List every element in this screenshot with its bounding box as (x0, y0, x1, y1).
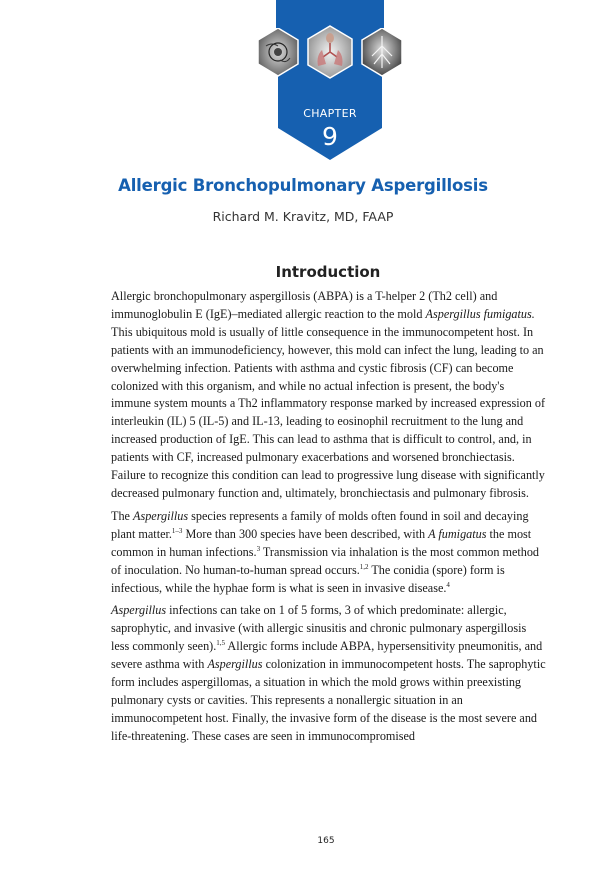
citation: 4 (446, 580, 450, 589)
italic-term: Aspergillus (207, 657, 263, 672)
text-run: colonization in immunocompetent hosts. The saprophytic form includes aspergillomas, a situation in which the mold grows within preexisting pulmonary cysts or cavities. This represents a nonallergic situation in an immunocompetent host. Finally, the invasive form of the disease is the most severe and life-threatening. These cases are seen in immunocompromised (111, 657, 546, 743)
chapter-label: CHAPTER (303, 107, 357, 120)
paragraph-1 (111, 288, 547, 503)
section-heading: Introduction (275, 263, 381, 281)
text-run: the most common in human infections. (111, 526, 532, 559)
text-run: The (111, 508, 133, 523)
page-number: 165 (317, 836, 335, 846)
text-run: The conidia (spore) form is infectious, while the hyphae form is what is seen in invasive disease. (111, 562, 505, 595)
text-run: species represents a family of molds often found in soil and decaying plant matter. (111, 508, 529, 541)
paragraph-2 (111, 508, 547, 598)
text-run: Allergic forms include ABPA, hypersensitivity pneumonitis, and severe asthma with (111, 639, 543, 672)
italic-term: A fumigatus (428, 526, 487, 541)
citation: 1–3 (171, 526, 183, 535)
chapter-title: Allergic Bronchopulmonary Aspergillosis (118, 176, 488, 195)
text-run: More than 300 species have been described, with (182, 526, 429, 541)
text-run: Allergic bronchopulmonary aspergillosis (ABPA) is a T-helper 2 (Th2 cell) and immunoglobulin E (IgE)–mediated allergic reaction to the mold (111, 289, 498, 321)
citation: 3 (256, 544, 261, 553)
italic-term: Aspergillus (133, 508, 189, 523)
author-byline: Richard M. Kravitz, MD, FAAP (212, 209, 394, 224)
chapter-badge (250, 0, 410, 162)
citation: 1,2 (359, 562, 369, 571)
citation: 1,5 (216, 639, 226, 648)
paragraph-3 (111, 602, 547, 745)
text-run: Transmission via inhalation is the most common method of inoculation. No human-to-human spread occurs. (111, 544, 540, 577)
body-text (111, 288, 547, 751)
italic-term: Aspergillus (111, 603, 167, 618)
chapter-number: 9 (322, 122, 338, 151)
italic-term: Aspergillus fumigatus. (425, 306, 535, 321)
text-run: infections can take on 1 of 5 forms, 3 of which predominate: allergic, saprophytic, and invasive (with allergic sinusitis and chronic pulmonary aspergillosis less commonly seen). (111, 603, 527, 654)
text-run: This ubiquitous mold is usually of little consequence in the immunocompetent host. In patients with an immunodeficiency, however, this mold can infect the lung, leading to an overwhelming infection. Patients with asthma and cystic fibrosis (CF) can become colonized with this organism, and while no actual infection is present, the body's immune system mounts a Th2 inflammatory response marked by increased expression of interleukin (IL) 5 (IL-5) and IL-13, leading to eosinophil recruitment to the lung and increased production of IgE. This can lead to asthma that is difficult to control, and, in patients with CF, increased pulmonary exacerbations and worsened bronchiectasis. Failure to recognize this condition can lead to progressive lung disease with significantly decreased pulmonary function and, ultimately, bronchiectasis and pulmonary fibrosis. (111, 324, 546, 500)
